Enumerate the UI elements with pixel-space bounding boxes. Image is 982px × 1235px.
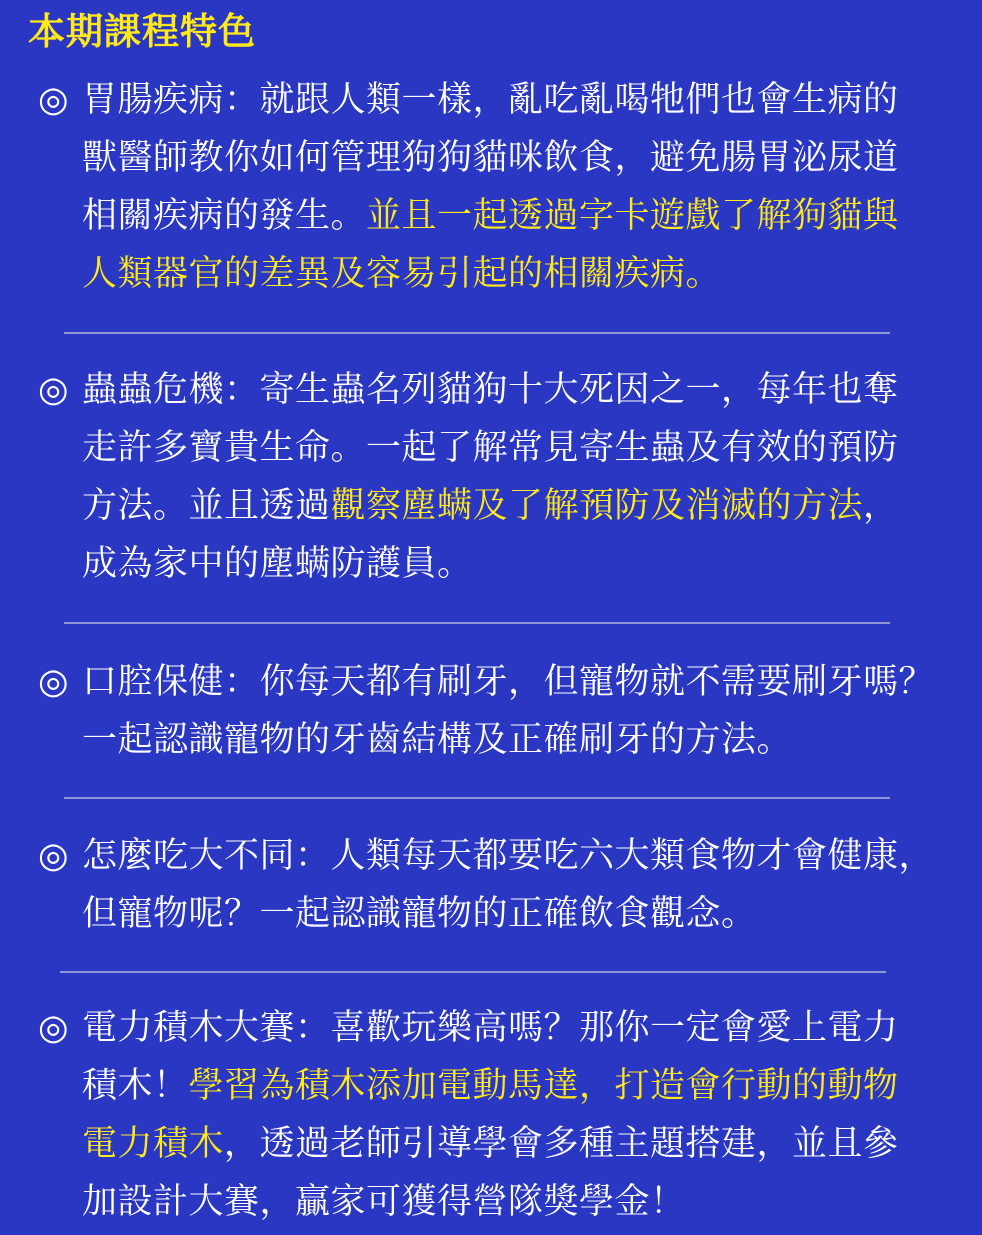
feature-item: [38, 653, 938, 769]
feature-line: [38, 885, 938, 943]
feature-line: [38, 419, 938, 477]
feature-line: [38, 999, 938, 1057]
highlight-text: 學習為積木添加電動馬達，打造會行動的動物: [188, 1066, 899, 1106]
bullet-icon: ◎: [38, 1008, 70, 1048]
page-title: 本期課程特色: [28, 10, 256, 53]
bullet-icon: ◎: [38, 370, 70, 410]
feature-line: [38, 245, 938, 303]
body-text: 蟲蟲危機：寄生蟲名列貓狗十大死因之一，每年也奪: [82, 370, 899, 410]
feature-line: [38, 1057, 938, 1115]
section-divider: [64, 622, 890, 624]
highlight-text: 人類器官的差異及容易引起的相關疾病。: [82, 254, 722, 294]
section-divider: [60, 971, 886, 973]
body-text: 但寵物呢？一起認識寵物的正確飲食觀念。: [82, 894, 757, 934]
body-text: 胃腸疾病：就跟人類一樣，亂吃亂喝牠們也會生病的: [82, 80, 899, 120]
feature-line: [38, 1173, 938, 1231]
body-text: 一起認識寵物的牙齒結構及正確刷牙的方法。: [82, 720, 793, 760]
highlight-text: 並且一起透過字卡遊戲了解狗貓與: [366, 196, 899, 236]
feature-line: [38, 477, 938, 535]
body-text: 相關疾病的發生。: [82, 196, 367, 236]
highlight-text: 電力積木: [82, 1124, 225, 1164]
feature-line: [38, 1115, 938, 1173]
body-text: 電力積木大賽：喜歡玩樂高嗎？那你一定會愛上電力: [82, 1008, 899, 1048]
feature-item: [38, 71, 938, 303]
feature-item: [38, 827, 938, 943]
feature-line: [38, 653, 938, 711]
feature-item: [38, 361, 938, 593]
feature-item: [38, 999, 938, 1231]
body-text: ，: [863, 486, 899, 526]
feature-line: [38, 187, 938, 245]
feature-line: [38, 129, 938, 187]
body-text: 怎麼吃大不同：人類每天都要吃六大類食物才會健康，: [82, 836, 935, 876]
body-text: 積木！: [82, 1066, 189, 1106]
body-text: 方法。並且透過: [82, 486, 331, 526]
body-text: 加設計大賽，贏家可獲得營隊獎學金！: [82, 1182, 686, 1222]
bullet-icon: ◎: [38, 662, 70, 702]
feature-line: [38, 711, 938, 769]
feature-line: [38, 71, 938, 129]
feature-line: [38, 827, 938, 885]
feature-line: [38, 361, 938, 419]
body-text: 成為家中的塵螨防護員。: [82, 544, 473, 584]
feature-line: [38, 535, 938, 593]
body-text: 口腔保健：你每天都有刷牙，但寵物就不需要刷牙嗎？: [82, 662, 935, 702]
body-text: ，透過老師引導學會多種主題搭建，並且參: [224, 1124, 899, 1164]
highlight-text: 觀察塵螨及了解預防及消滅的方法: [330, 486, 864, 526]
body-text: 走許多寶貴生命。一起了解常見寄生蟲及有效的預防: [82, 428, 899, 468]
body-text: 獸醫師教你如何管理狗狗貓咪飲食，避免腸胃泌尿道: [82, 138, 899, 178]
section-divider: [64, 332, 890, 334]
bullet-icon: ◎: [38, 836, 70, 876]
bullet-icon: ◎: [38, 80, 70, 120]
section-divider: [64, 797, 890, 799]
